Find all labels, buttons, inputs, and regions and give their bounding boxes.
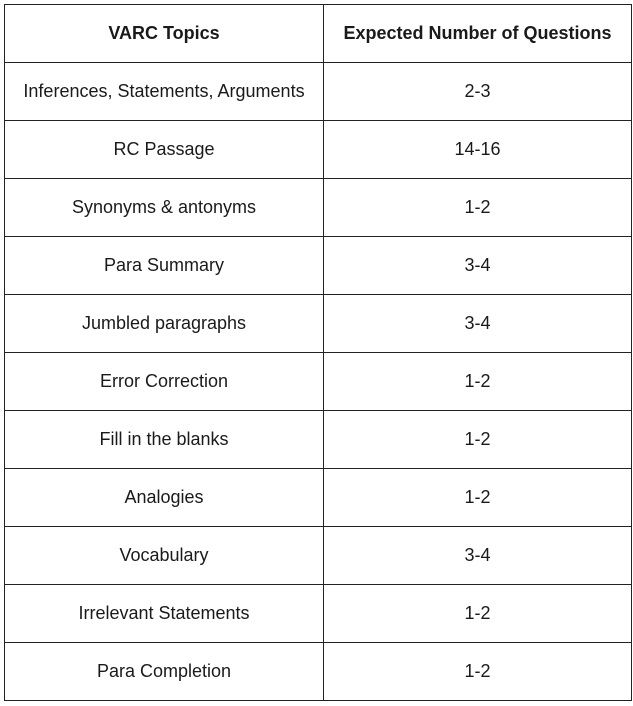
question-count-cell: 1-2 [324, 469, 632, 527]
table-row [5, 63, 632, 121]
question-count-cell: 1-2 [324, 411, 632, 469]
topic-cell: Vocabulary [5, 527, 324, 585]
table-row [5, 353, 632, 411]
table-row [5, 469, 632, 527]
table-row [5, 179, 632, 237]
question-count-cell: 1-2 [324, 353, 632, 411]
table-row [5, 411, 632, 469]
topic-cell: Irrelevant Statements [5, 585, 324, 643]
table-row [5, 121, 632, 179]
topic-cell: Jumbled paragraphs [5, 295, 324, 353]
question-count-cell: 1-2 [324, 643, 632, 701]
question-count-cell: 3-4 [324, 527, 632, 585]
question-count-cell: 3-4 [324, 295, 632, 353]
varc-topics-table [4, 4, 632, 701]
question-count-cell: 1-2 [324, 585, 632, 643]
table-row [5, 585, 632, 643]
column-header-expected-questions: Expected Number of Questions [324, 5, 632, 63]
table-row [5, 643, 632, 701]
topic-cell: Inferences, Statements, Arguments [5, 63, 324, 121]
varc-topics-table-container [4, 4, 631, 701]
topic-cell: Synonyms & antonyms [5, 179, 324, 237]
topic-cell: Fill in the blanks [5, 411, 324, 469]
question-count-cell: 1-2 [324, 179, 632, 237]
topic-cell: RC Passage [5, 121, 324, 179]
table-header-row [5, 5, 632, 63]
topic-cell: Error Correction [5, 353, 324, 411]
table-row [5, 295, 632, 353]
column-header-topics: VARC Topics [5, 5, 324, 63]
table-row [5, 237, 632, 295]
question-count-cell: 14-16 [324, 121, 632, 179]
topic-cell: Analogies [5, 469, 324, 527]
question-count-cell: 3-4 [324, 237, 632, 295]
table-row [5, 527, 632, 585]
question-count-cell: 2-3 [324, 63, 632, 121]
topic-cell: Para Completion [5, 643, 324, 701]
topic-cell: Para Summary [5, 237, 324, 295]
